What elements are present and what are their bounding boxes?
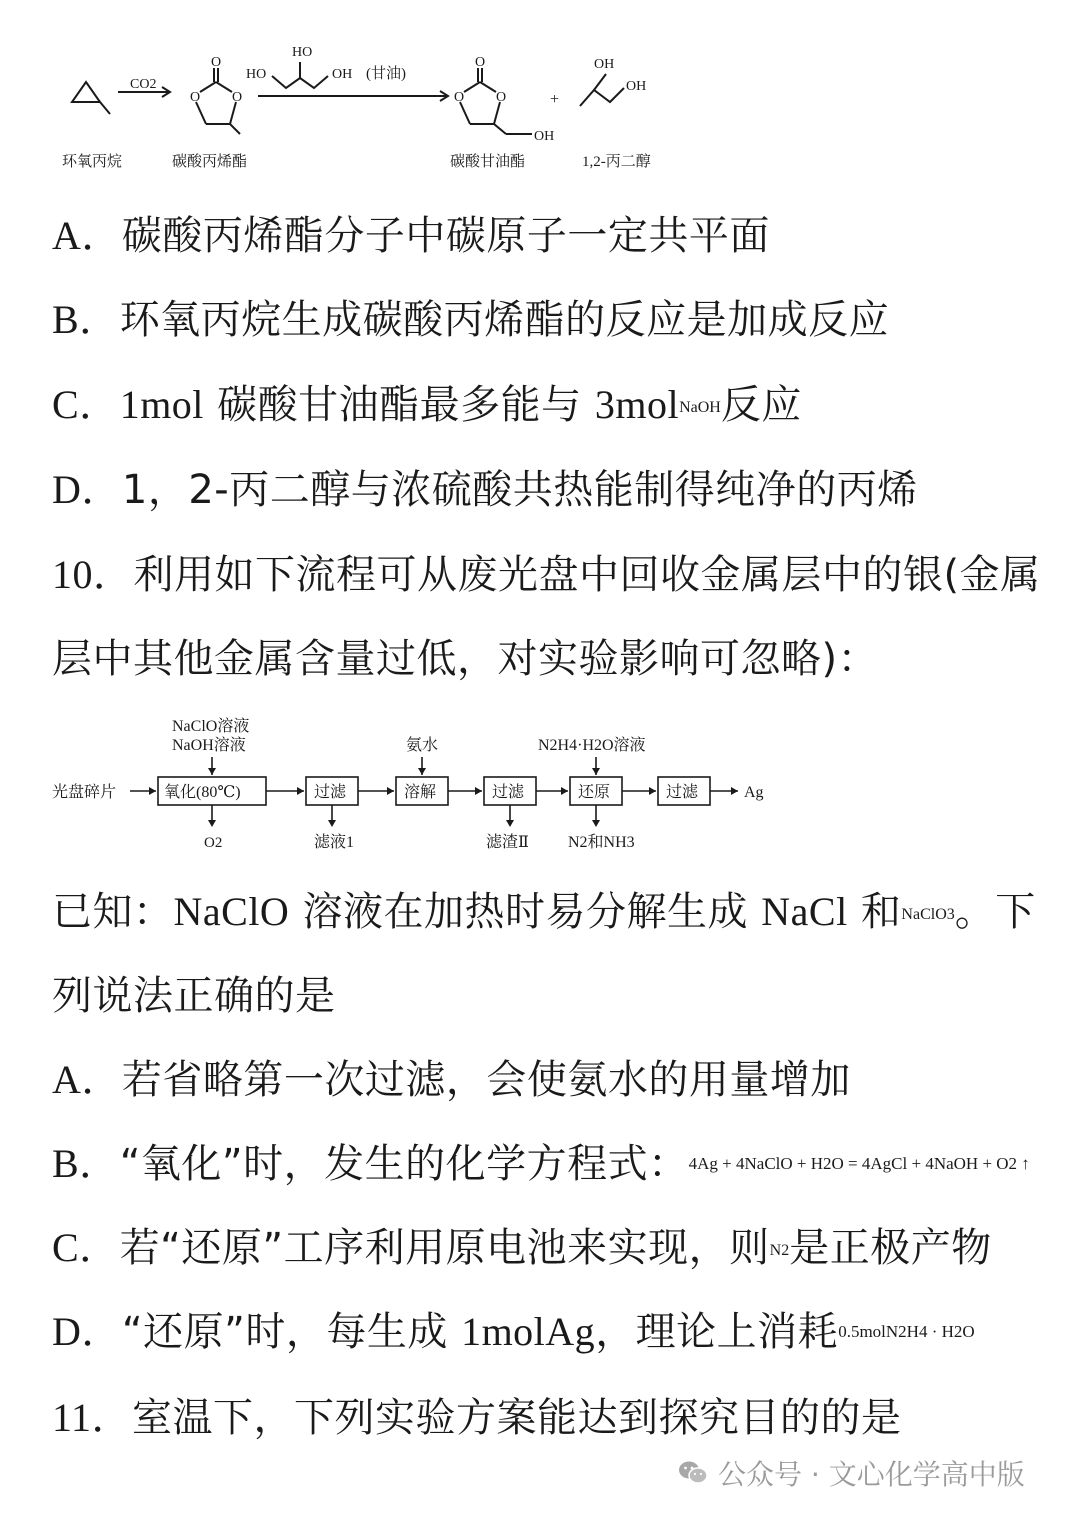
known-text: 列说法正确的是 xyxy=(52,973,336,1019)
option-label: B． xyxy=(52,1141,120,1186)
glycerol-ho-left: HO xyxy=(246,67,267,82)
option-label: D． xyxy=(52,467,122,512)
q10-stem-line-2 xyxy=(52,633,878,685)
known-text: 溶液在加热时易分解生成 xyxy=(289,889,762,935)
amount: 3mol xyxy=(594,382,680,427)
flow-output: 滤液1 xyxy=(314,834,355,851)
flow-output: 滤渣Ⅱ xyxy=(486,834,529,851)
flow-reagent: NaOH溶液 xyxy=(172,737,246,754)
co2-label: CO2 xyxy=(130,77,157,92)
glycerol-oh-right: OH xyxy=(332,67,353,82)
reaction-scheme xyxy=(50,30,690,175)
compound-name: 环氧丙烷 xyxy=(62,154,123,170)
known-line-2 xyxy=(52,970,336,1022)
plus-sign: + xyxy=(550,91,560,108)
watermark-text: 公众号 · 文心化学高中版 xyxy=(718,1458,1025,1491)
formula-n2: N2 xyxy=(769,1242,790,1259)
known-text: 。下 xyxy=(954,889,1036,935)
question-text: 室温下，下列实验方案能达到探究目的的是 xyxy=(132,1395,902,1441)
formula-naclo3: NaClO3 xyxy=(901,906,955,923)
compound-name: 碳酸丙烯酯 xyxy=(172,154,248,170)
q9-option-c xyxy=(52,379,802,434)
option-text: ，理论上消耗 xyxy=(595,1309,839,1355)
option-text: 若省略第一次过滤，会使氨水的用量增加 xyxy=(121,1057,851,1103)
formula-hydrazine: 0.5molN2H4 · H2O xyxy=(838,1322,975,1341)
compound-name: 1,2-丙二醇 xyxy=(582,154,651,170)
flow-start: 光盘碎片 xyxy=(52,784,117,801)
amount: 1molAg xyxy=(461,1309,596,1354)
flow-output: N2和NH3 xyxy=(568,834,635,851)
question-text: 利用如下流程可从废光盘中回收金属层中的银(金属 xyxy=(133,552,1041,598)
diol-oh-right: OH xyxy=(626,79,647,94)
option-label: C． xyxy=(52,382,120,427)
epoxide-ring xyxy=(72,82,100,102)
diol-oh-top: OH xyxy=(594,57,615,72)
option-text: 是正极产物 xyxy=(789,1225,992,1271)
glycerol-label: (甘油) xyxy=(366,66,406,82)
flow-reagent: NaClO溶液 xyxy=(172,718,250,735)
flow-step: 过滤 xyxy=(492,784,525,801)
q9-option-d xyxy=(52,464,918,516)
q9-option-b xyxy=(52,294,889,346)
glycerol-ho-top: HO xyxy=(292,45,313,60)
q9-option-a xyxy=(52,210,770,262)
option-label: A． xyxy=(52,213,122,258)
option-text: 1，2-丙二醇与浓硫酸共热能制得纯净的丙烯 xyxy=(121,467,918,513)
option-label: D． xyxy=(52,1309,122,1354)
compound-name: 碳酸甘油酯 xyxy=(450,154,526,170)
option-label: A． xyxy=(52,1057,122,1102)
formula-naoh: NaOH xyxy=(679,399,721,416)
option-text: “还原”时，每生成 xyxy=(121,1309,462,1355)
amount: 1mol xyxy=(119,382,204,427)
flow-end: Ag xyxy=(744,784,764,801)
question-text: 层中其他金属含量过低，对实验影响可忽略)： xyxy=(52,636,879,682)
flow-step: 过滤 xyxy=(666,784,699,801)
flow-step: 还原 xyxy=(578,784,611,801)
option-text: 反应 xyxy=(720,382,802,428)
watermark xyxy=(678,1450,1025,1496)
question-number: 10． xyxy=(52,552,134,597)
q10-stem-line-1 xyxy=(52,549,1041,601)
product-oh: OH xyxy=(534,129,555,144)
flow-step: 过滤 xyxy=(314,784,347,801)
known-line-1 xyxy=(52,886,1036,941)
ring-oxygen: O xyxy=(496,90,507,105)
ring-oxygen: O xyxy=(211,55,222,70)
formula-nacl: NaCl xyxy=(761,889,848,934)
q11-stem xyxy=(52,1392,902,1444)
q10-option-a xyxy=(52,1054,851,1106)
formula-naclo: NaClO xyxy=(173,889,290,934)
option-text: “氧化”时，发生的化学方程式： xyxy=(119,1141,689,1187)
ring-oxygen: O xyxy=(475,55,486,70)
flow-step: 溶解 xyxy=(404,784,437,801)
ring-oxygen: O xyxy=(232,90,243,105)
ring-oxygen: O xyxy=(454,90,465,105)
flow-reagent: N2H4·H2O溶液 xyxy=(538,737,646,754)
question-number: 11． xyxy=(52,1395,133,1440)
ring-oxygen: O xyxy=(190,90,201,105)
option-text: 若“还原”工序利用原电池来实现，则 xyxy=(119,1225,770,1271)
flow-output: O2 xyxy=(204,835,223,851)
option-text: 碳酸丙烯酯分子中碳原子一定共平面 xyxy=(121,213,770,259)
flow-step: 氧化(80℃) xyxy=(164,784,241,801)
q10-option-c xyxy=(52,1222,992,1277)
q10-option-b xyxy=(52,1138,1030,1190)
equation: 4Ag + 4NaClO + H2O = 4AgCl + 4NaOH + O2 ↑ xyxy=(688,1154,1030,1173)
option-text: 碳酸甘油酯最多能与 xyxy=(203,382,595,428)
option-label: C． xyxy=(52,1225,120,1270)
flow-reagent: 氨水 xyxy=(406,737,439,754)
known-text: 和 xyxy=(847,889,902,935)
option-text: 环氧丙烷生成碳酸丙烯酯的反应是加成反应 xyxy=(119,297,890,343)
flow-chart xyxy=(50,705,790,855)
known-text: 已知： xyxy=(52,889,174,935)
option-label: B． xyxy=(52,297,120,342)
wechat-icon xyxy=(678,1460,708,1486)
q10-option-d xyxy=(52,1306,975,1358)
